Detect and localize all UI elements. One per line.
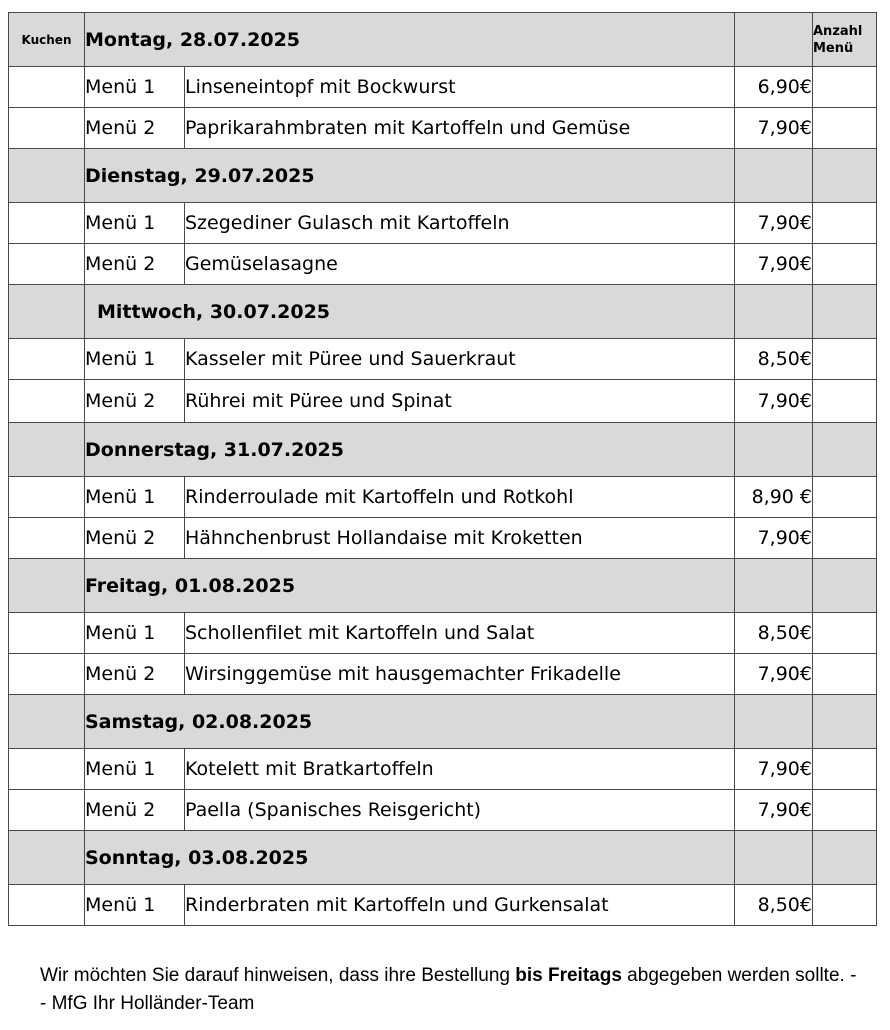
menu-row bbox=[9, 244, 877, 285]
kuchen-cell[interactable] bbox=[9, 203, 85, 244]
anzahl-cell[interactable] bbox=[813, 613, 877, 654]
day-row bbox=[9, 423, 877, 477]
anzahl-header bbox=[813, 13, 877, 67]
dish-name: Wirsinggemüse mit hausgemachter Frikadelle bbox=[185, 654, 735, 695]
day-row bbox=[9, 149, 877, 203]
kuchen-cell[interactable] bbox=[9, 613, 85, 654]
day-row bbox=[9, 695, 877, 749]
anzahl-header-line2: Menü bbox=[813, 40, 854, 56]
day-label: Dienstag, 29.07.2025 bbox=[85, 149, 735, 203]
dish-name: Paprikarahmbraten mit Kartoffeln und Gemüse bbox=[185, 108, 735, 149]
dish-name: Kasseler mit Püree und Sauerkraut bbox=[185, 339, 735, 380]
anzahl-cell-empty bbox=[813, 423, 877, 477]
price: 7,90€ bbox=[735, 203, 813, 244]
dish-name: Rinderbraten mit Kartoffeln und Gurkensalat bbox=[185, 885, 735, 926]
anzahl-cell[interactable] bbox=[813, 790, 877, 831]
kuchen-cell[interactable] bbox=[9, 749, 85, 790]
anzahl-cell-empty bbox=[813, 831, 877, 885]
order-note-deadline: bis Freitags bbox=[515, 965, 622, 986]
anzahl-cell[interactable] bbox=[813, 67, 877, 108]
anzahl-cell-empty bbox=[813, 559, 877, 613]
day-row bbox=[9, 831, 877, 885]
price: 8,50€ bbox=[735, 885, 813, 926]
anzahl-cell-empty bbox=[813, 149, 877, 203]
menu-label: Menü 1 bbox=[85, 885, 185, 926]
kuchen-header: Kuchen bbox=[9, 13, 85, 67]
price: 8,90 € bbox=[735, 477, 813, 518]
kuchen-cell bbox=[9, 423, 85, 477]
menu-label: Menü 2 bbox=[85, 108, 185, 149]
dish-name: Schollenfilet mit Kartoffeln und Salat bbox=[185, 613, 735, 654]
order-note-part1: Wir möchten Sie darauf hinweisen, dass ihre Bestellung bbox=[40, 965, 516, 986]
kuchen-cell[interactable] bbox=[9, 654, 85, 695]
anzahl-cell[interactable] bbox=[813, 885, 877, 926]
anzahl-cell[interactable] bbox=[813, 339, 877, 380]
menu-label: Menü 2 bbox=[85, 790, 185, 831]
anzahl-cell[interactable] bbox=[813, 380, 877, 423]
kuchen-cell[interactable] bbox=[9, 885, 85, 926]
menu-label: Menü 1 bbox=[85, 67, 185, 108]
anzahl-cell[interactable] bbox=[813, 749, 877, 790]
price-cell-empty bbox=[735, 831, 813, 885]
menu-row bbox=[9, 477, 877, 518]
menu-row bbox=[9, 67, 877, 108]
menu-label: Menü 2 bbox=[85, 518, 185, 559]
dish-name: Szegediner Gulasch mit Kartoffeln bbox=[185, 203, 735, 244]
price: 8,50€ bbox=[735, 613, 813, 654]
kuchen-cell bbox=[9, 831, 85, 885]
price-cell-empty bbox=[735, 423, 813, 477]
anzahl-cell[interactable] bbox=[813, 477, 877, 518]
menu-row bbox=[9, 203, 877, 244]
menu-row bbox=[9, 380, 877, 423]
price-cell-empty bbox=[735, 13, 813, 67]
menu-row bbox=[9, 885, 877, 926]
day-label: Sonntag, 03.08.2025 bbox=[85, 831, 735, 885]
anzahl-header-line1: Anzahl bbox=[813, 23, 863, 39]
kuchen-cell bbox=[9, 149, 85, 203]
kuchen-cell bbox=[9, 285, 85, 339]
kuchen-cell[interactable] bbox=[9, 108, 85, 149]
menu-label: Menü 2 bbox=[85, 244, 185, 285]
kuchen-cell bbox=[9, 559, 85, 613]
price: 7,90€ bbox=[735, 790, 813, 831]
kuchen-cell bbox=[9, 695, 85, 749]
kuchen-cell[interactable] bbox=[9, 518, 85, 559]
menu-label: Menü 1 bbox=[85, 339, 185, 380]
kuchen-cell[interactable] bbox=[9, 380, 85, 423]
day-row bbox=[9, 13, 877, 67]
kuchen-cell[interactable] bbox=[9, 790, 85, 831]
menu-row bbox=[9, 790, 877, 831]
menu-table bbox=[8, 12, 877, 926]
kuchen-cell[interactable] bbox=[9, 339, 85, 380]
price-cell-empty bbox=[735, 695, 813, 749]
anzahl-cell[interactable] bbox=[813, 518, 877, 559]
dish-name: Rinderroulade mit Kartoffeln und Rotkohl bbox=[185, 477, 735, 518]
day-row bbox=[9, 285, 877, 339]
menu-row bbox=[9, 339, 877, 380]
menu-label: Menü 1 bbox=[85, 613, 185, 654]
price: 7,90€ bbox=[735, 380, 813, 423]
anzahl-cell-empty bbox=[813, 695, 877, 749]
dish-name: Hähnchenbrust Hollandaise mit Kroketten bbox=[185, 518, 735, 559]
price: 7,90€ bbox=[735, 518, 813, 559]
price: 7,90€ bbox=[735, 749, 813, 790]
anzahl-cell[interactable] bbox=[813, 108, 877, 149]
price: 6,90€ bbox=[735, 67, 813, 108]
day-label: Freitag, 01.08.2025 bbox=[85, 559, 735, 613]
menu-row bbox=[9, 613, 877, 654]
price-cell-empty bbox=[735, 149, 813, 203]
anzahl-cell[interactable] bbox=[813, 654, 877, 695]
menu-label: Menü 2 bbox=[85, 380, 185, 423]
dish-name: Gemüselasagne bbox=[185, 244, 735, 285]
kuchen-cell[interactable] bbox=[9, 67, 85, 108]
day-label: Samstag, 02.08.2025 bbox=[85, 695, 735, 749]
menu-label: Menü 2 bbox=[85, 654, 185, 695]
price: 7,90€ bbox=[735, 108, 813, 149]
menu-label: Menü 1 bbox=[85, 203, 185, 244]
anzahl-cell[interactable] bbox=[813, 244, 877, 285]
kuchen-cell[interactable] bbox=[9, 477, 85, 518]
price-cell-empty bbox=[735, 285, 813, 339]
menu-row bbox=[9, 518, 877, 559]
price: 8,50€ bbox=[735, 339, 813, 380]
day-row bbox=[9, 559, 877, 613]
kuchen-cell[interactable] bbox=[9, 244, 85, 285]
price: 7,90€ bbox=[735, 244, 813, 285]
dish-name: Rührei mit Püree und Spinat bbox=[185, 380, 735, 423]
menu-label: Menü 1 bbox=[85, 477, 185, 518]
anzahl-cell[interactable] bbox=[813, 203, 877, 244]
dish-name: Kotelett mit Bratkartoffeln bbox=[185, 749, 735, 790]
anzahl-cell-empty bbox=[813, 285, 877, 339]
price: 7,90€ bbox=[735, 654, 813, 695]
day-label: Donnerstag, 31.07.2025 bbox=[85, 423, 735, 477]
dish-name: Paella (Spanisches Reisgericht) bbox=[185, 790, 735, 831]
day-label: Mittwoch, 30.07.2025 bbox=[85, 285, 735, 339]
day-label: Montag, 28.07.2025 bbox=[85, 13, 735, 67]
menu-row bbox=[9, 654, 877, 695]
menu-row bbox=[9, 749, 877, 790]
menu-label: Menü 1 bbox=[85, 749, 185, 790]
order-note-part2: abgegeben werden sollte. -- MfG Ihr Holländer-Team bbox=[40, 965, 857, 1014]
price-cell-empty bbox=[735, 559, 813, 613]
dish-name: Linseneintopf mit Bockwurst bbox=[185, 67, 735, 108]
order-note bbox=[40, 962, 860, 1018]
menu-row bbox=[9, 108, 877, 149]
